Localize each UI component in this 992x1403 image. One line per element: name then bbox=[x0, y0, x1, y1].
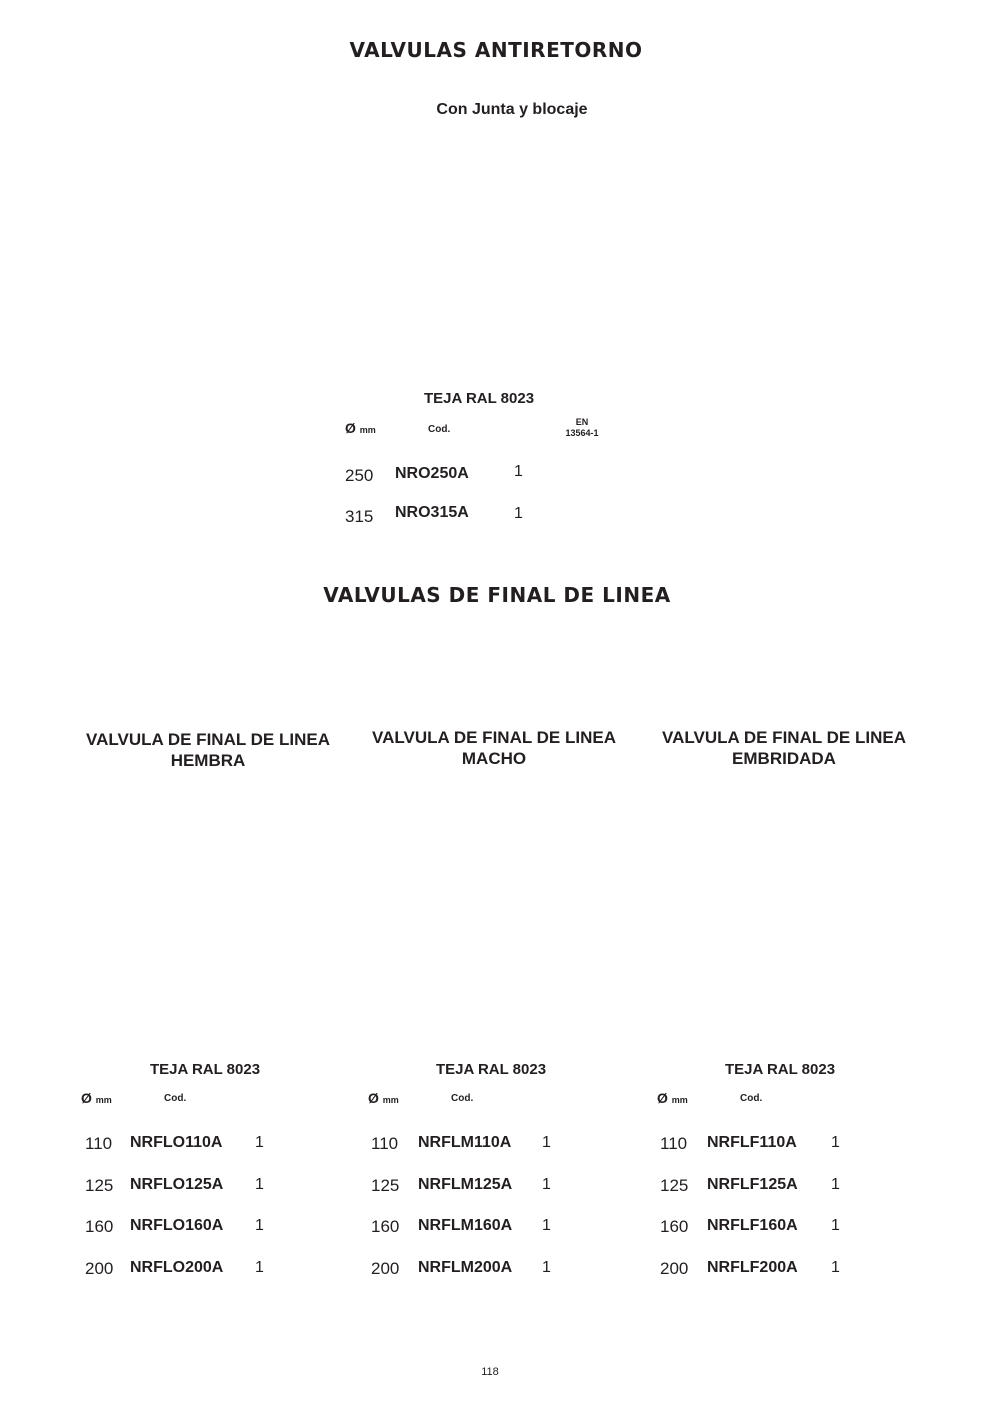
row-diameter: 315 bbox=[345, 507, 374, 526]
section-title-final-de-linea: VALVULAS DE FINAL DE LINEA bbox=[323, 583, 671, 607]
column-title-line-2: EMBRIDADA bbox=[732, 749, 836, 768]
code-header: Cod. bbox=[451, 1093, 474, 1104]
diameter-unit: mm bbox=[359, 425, 376, 435]
row-qty: 1 bbox=[542, 1134, 551, 1151]
standard-line-2: 13564-1 bbox=[565, 428, 599, 438]
color-label: TEJA RAL 8023 bbox=[725, 1061, 836, 1078]
row-code: NRFLM110A bbox=[418, 1134, 512, 1151]
row-code: NRO315A bbox=[395, 504, 469, 521]
row-qty: 1 bbox=[255, 1176, 264, 1193]
row-qty: 1 bbox=[831, 1217, 840, 1234]
row-code: NRFLO125A bbox=[130, 1176, 224, 1193]
row-qty: 1 bbox=[831, 1176, 840, 1193]
row-qty: 1 bbox=[542, 1259, 551, 1276]
column-title-line-2: HEMBRA bbox=[170, 751, 246, 770]
row-code: NRFLO200A bbox=[130, 1259, 224, 1276]
row-code: NRO250A bbox=[395, 465, 469, 482]
column-title-line-1: VALVULA DE FINAL DE LINEA bbox=[86, 730, 330, 749]
diameter-header bbox=[81, 1090, 112, 1106]
row-qty: 1 bbox=[514, 463, 523, 480]
standard-line-1: EN bbox=[575, 417, 589, 427]
row-diameter: 200 bbox=[660, 1259, 689, 1278]
row-code: NRFLF200A bbox=[707, 1259, 798, 1276]
diameter-unit: mm bbox=[95, 1095, 112, 1105]
row-qty: 1 bbox=[255, 1259, 264, 1276]
column-title-embridada bbox=[644, 727, 924, 769]
color-label: TEJA RAL 8023 bbox=[424, 390, 535, 407]
row-diameter: 110 bbox=[85, 1134, 113, 1153]
row-qty: 1 bbox=[514, 505, 523, 522]
color-label: TEJA RAL 8023 bbox=[436, 1061, 547, 1078]
page-number: 118 bbox=[481, 1366, 499, 1378]
row-diameter: 200 bbox=[371, 1259, 400, 1278]
diameter-symbol: Ø bbox=[657, 1090, 668, 1106]
row-code: NRFLO160A bbox=[130, 1217, 224, 1234]
diameter-symbol: Ø bbox=[81, 1090, 92, 1106]
row-code: NRFLO110A bbox=[130, 1134, 223, 1151]
row-code: NRFLM160A bbox=[418, 1217, 513, 1234]
column-title-line-1: VALVULA DE FINAL DE LINEA bbox=[662, 728, 906, 747]
diameter-symbol: Ø bbox=[368, 1090, 379, 1106]
row-diameter: 250 bbox=[345, 466, 374, 485]
column-title-macho bbox=[354, 727, 634, 769]
diameter-unit: mm bbox=[382, 1095, 399, 1105]
row-diameter: 200 bbox=[85, 1259, 114, 1278]
diameter-symbol: Ø bbox=[345, 420, 356, 436]
code-header: Cod. bbox=[740, 1093, 763, 1104]
code-header: Cod. bbox=[428, 424, 451, 435]
row-diameter: 125 bbox=[85, 1176, 114, 1195]
diameter-unit: mm bbox=[671, 1095, 688, 1105]
column-title-line-2: MACHO bbox=[461, 749, 527, 768]
diameter-header bbox=[657, 1090, 688, 1106]
row-qty: 1 bbox=[831, 1134, 840, 1151]
column-title-line-1: VALVULA DE FINAL DE LINEA bbox=[372, 728, 616, 747]
row-code: NRFLM125A bbox=[418, 1176, 513, 1193]
row-code: NRFLF125A bbox=[707, 1176, 798, 1193]
row-diameter: 160 bbox=[660, 1217, 689, 1236]
row-diameter: 160 bbox=[85, 1217, 114, 1236]
row-code: NRFLM200A bbox=[418, 1259, 513, 1276]
row-diameter: 125 bbox=[371, 1176, 400, 1195]
column-title-hembra bbox=[68, 729, 348, 771]
standard-header bbox=[562, 417, 602, 439]
row-qty: 1 bbox=[255, 1217, 264, 1234]
section-title-antiretorno: VALVULAS ANTIRETORNO bbox=[349, 38, 643, 62]
row-code: NRFLF160A bbox=[707, 1217, 798, 1234]
diameter-header bbox=[345, 420, 376, 436]
row-diameter: 110 bbox=[371, 1134, 399, 1153]
row-diameter: 160 bbox=[371, 1217, 400, 1236]
diameter-header bbox=[368, 1090, 399, 1106]
row-qty: 1 bbox=[542, 1217, 551, 1234]
row-diameter: 125 bbox=[660, 1176, 689, 1195]
row-diameter: 110 bbox=[660, 1134, 688, 1153]
row-code: NRFLF110A bbox=[707, 1134, 797, 1151]
row-qty: 1 bbox=[542, 1176, 551, 1193]
color-label: TEJA RAL 8023 bbox=[150, 1061, 261, 1078]
row-qty: 1 bbox=[831, 1259, 840, 1276]
section-subtitle: Con Junta y blocaje bbox=[436, 101, 588, 118]
row-qty: 1 bbox=[255, 1134, 264, 1151]
code-header: Cod. bbox=[164, 1093, 187, 1104]
